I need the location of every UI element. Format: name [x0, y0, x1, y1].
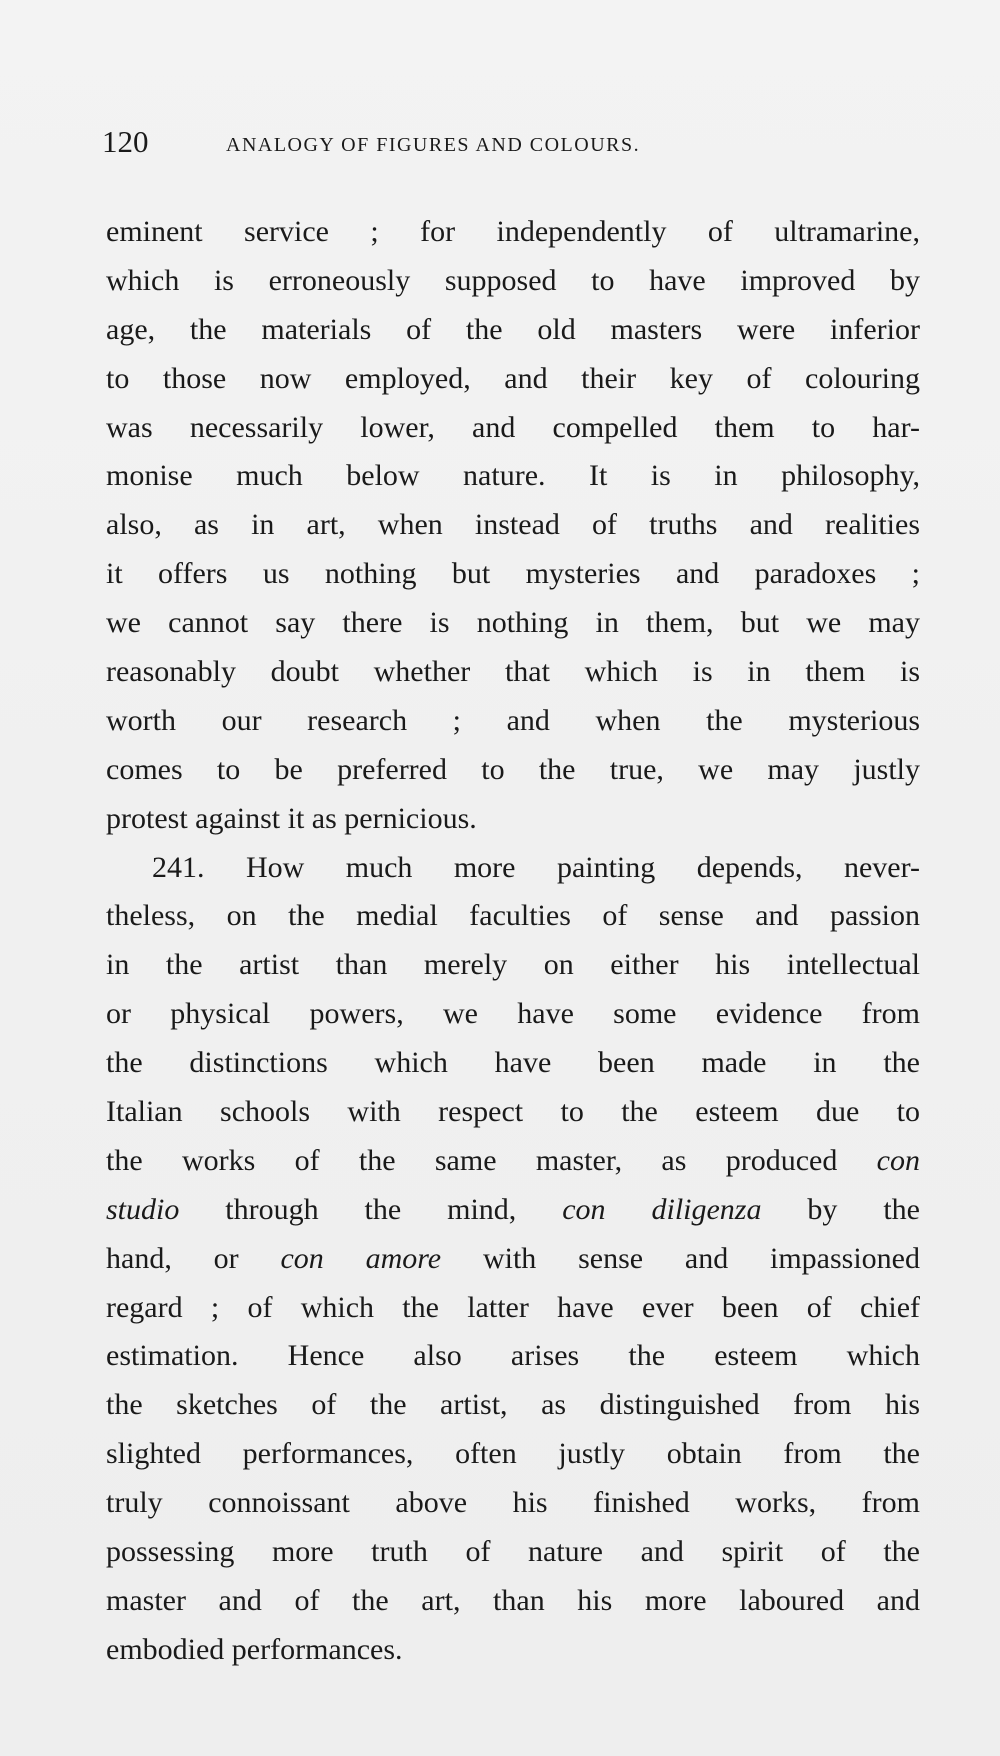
- text-line: [106, 1235, 920, 1284]
- running-title: ANALOGY OF FIGURES AND COLOURS.: [226, 134, 641, 156]
- text-segment: comes to be preferred to the true, we may justly: [106, 752, 920, 786]
- text-line: [106, 648, 920, 697]
- text-segment: also, as in art, when instead of truths and realities: [106, 508, 920, 542]
- text-line: [106, 208, 920, 257]
- body-text: [106, 208, 920, 1675]
- text-segment: the sketches of the artist, as distinguished from his: [106, 1388, 920, 1422]
- text-line: [106, 1039, 920, 1088]
- text-line: [106, 844, 920, 893]
- text-segment: age, the materials of the old masters were inferior: [106, 312, 920, 346]
- text-line: [106, 404, 920, 453]
- text-segment: by the: [761, 1192, 920, 1226]
- text-line: [106, 941, 920, 990]
- text-segment: with sense and impassioned: [441, 1241, 921, 1275]
- text-line: [106, 746, 920, 795]
- text-segment: to those now employed, and their key of colouring: [106, 361, 920, 395]
- text-line: [106, 1479, 920, 1528]
- text-segment: or physical powers, we have some evidence from: [106, 997, 920, 1031]
- text-segment: eminent service ; for independently of ultramarine,: [106, 215, 920, 248]
- text-segment: master and of the art, than his more laboured and: [106, 1583, 920, 1617]
- text-line: [106, 257, 920, 306]
- text-line: [106, 1528, 920, 1577]
- text-line: [106, 1284, 920, 1333]
- text-segment: worth our research ; and when the mysterious: [106, 703, 920, 737]
- text-segment: Italian schools with respect to the esteem due to: [106, 1095, 920, 1129]
- text-line: [106, 1088, 920, 1137]
- text-segment: protest against it as pernicious.: [106, 801, 477, 835]
- text-line: [106, 355, 920, 404]
- text-line: [106, 599, 920, 648]
- text-line: [106, 990, 920, 1039]
- text-line: [106, 550, 920, 599]
- text-segment: through the mind,: [179, 1192, 563, 1226]
- text-segment: estimation. Hence also arises the esteem which: [106, 1339, 920, 1373]
- text-segment: the distinctions which have been made in the: [106, 1046, 920, 1080]
- text-line: [106, 1577, 920, 1626]
- text-line: [106, 501, 920, 550]
- text-segment: monise much below nature. It is in philosophy,: [106, 459, 920, 493]
- running-head: [102, 124, 922, 168]
- text-segment: was necessarily lower, and compelled them to har-: [106, 410, 920, 444]
- text-line: [106, 452, 920, 501]
- text-line: [106, 892, 920, 941]
- text-line: [106, 1332, 920, 1381]
- text-line: [106, 697, 920, 746]
- text-line: [106, 1381, 920, 1430]
- text-segment: 241. How much more painting depends, never-: [152, 850, 920, 884]
- text-line: [106, 795, 920, 844]
- italic-text: con: [876, 1143, 920, 1177]
- text-line: [106, 1626, 920, 1675]
- text-line: [106, 1137, 920, 1186]
- text-line: [106, 306, 920, 355]
- italic-text: con amore: [280, 1241, 442, 1275]
- text-segment: embodied performances.: [106, 1632, 403, 1666]
- text-segment: it offers us nothing but mysteries and paradoxes ;: [106, 557, 920, 591]
- text-segment: hand, or: [106, 1241, 281, 1275]
- text-segment: reasonably doubt whether that which is in them is: [106, 655, 920, 689]
- text-segment: possessing more truth of nature and spirit of the: [106, 1535, 920, 1569]
- text-segment: slighted performances, often justly obtain from the: [106, 1437, 920, 1471]
- italic-text: con diligenza: [562, 1192, 762, 1226]
- text-segment: truly connoissant above his finished works, from: [106, 1486, 920, 1520]
- text-line: [106, 1186, 920, 1235]
- page-number: 120: [102, 124, 149, 159]
- text-segment: we cannot say there is nothing in them, but we may: [106, 606, 920, 640]
- text-line: [106, 1430, 920, 1479]
- italic-text: studio: [106, 1192, 180, 1226]
- text-segment: theless, on the medial faculties of sense and passion: [106, 899, 920, 933]
- text-segment: which is erroneously supposed to have improved by: [106, 263, 920, 297]
- text-segment: the works of the same master, as produced: [106, 1143, 877, 1177]
- text-segment: in the artist than merely on either his intellectual: [106, 948, 920, 982]
- text-segment: regard ; of which the latter have ever been of chief: [106, 1290, 920, 1324]
